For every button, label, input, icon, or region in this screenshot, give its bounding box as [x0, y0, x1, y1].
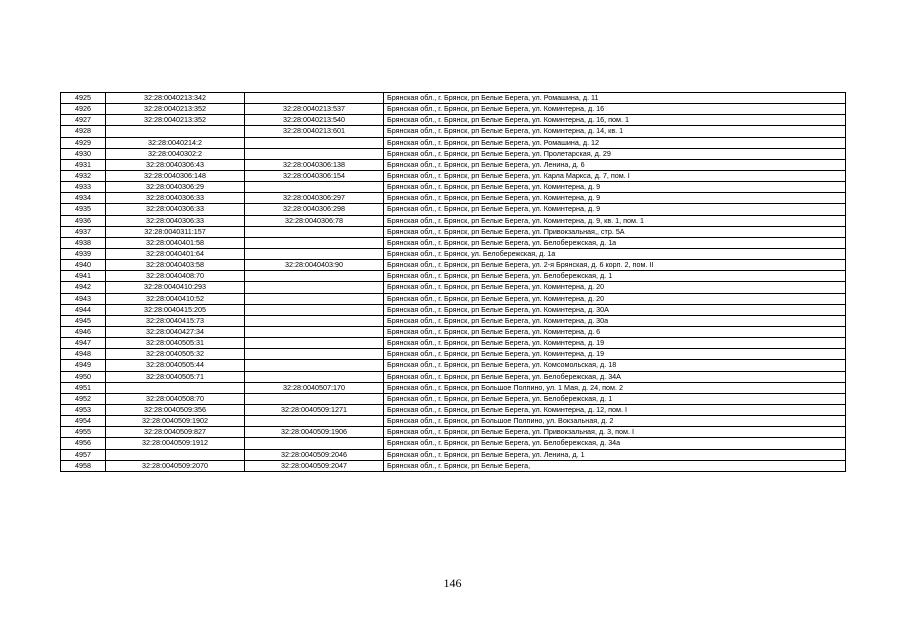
- address-cell: Брянская обл., г. Брянск, рп Белые Берега, ул. Коминтерна, д. 16: [384, 104, 846, 115]
- table-row: [61, 360, 846, 371]
- address-cell: Брянская обл., г. Брянск, рп Большое Полпино, ул. 1 Мая, д. 24, пом. 2: [384, 382, 846, 393]
- linked-cadastral-number-cell: [245, 393, 384, 404]
- address-cell: Брянская обл., г. Брянск, рп Белые Берега, ул. Белобережская, д. 34А: [384, 371, 846, 382]
- linked-cadastral-number-cell: 32:28:0040509:1906: [245, 427, 384, 438]
- cadastral-number-cell: [106, 126, 245, 137]
- table-row: [61, 137, 846, 148]
- cadastral-number-cell: 32:28:0040509:1902: [106, 416, 245, 427]
- row-number-cell: 4927: [61, 115, 106, 126]
- row-number-cell: 4958: [61, 460, 106, 471]
- table-row: [61, 371, 846, 382]
- row-number-cell: 4948: [61, 349, 106, 360]
- registry-table-body: [61, 93, 846, 472]
- row-number-cell: 4957: [61, 449, 106, 460]
- row-number-cell: 4955: [61, 427, 106, 438]
- linked-cadastral-number-cell: [245, 293, 384, 304]
- cadastral-number-cell: 32:28:0040306:43: [106, 159, 245, 170]
- table-row: [61, 449, 846, 460]
- linked-cadastral-number-cell: 32:28:0040213:537: [245, 104, 384, 115]
- table-row: [61, 182, 846, 193]
- linked-cadastral-number-cell: [245, 304, 384, 315]
- cadastral-number-cell: 32:28:0040306:33: [106, 193, 245, 204]
- linked-cadastral-number-cell: 32:28:0040507:170: [245, 382, 384, 393]
- row-number-cell: 4953: [61, 404, 106, 415]
- row-number-cell: 4954: [61, 416, 106, 427]
- address-cell: Брянская обл., г. Брянск, рп Белые Берега, ул. Коминтерна, д. 30а: [384, 315, 846, 326]
- cadastral-number-cell: 32:28:0040427:34: [106, 326, 245, 337]
- cadastral-number-cell: 32:28:0040403:58: [106, 260, 245, 271]
- row-number-cell: 4956: [61, 438, 106, 449]
- table-row: [61, 226, 846, 237]
- cadastral-number-cell: 32:28:0040505:32: [106, 349, 245, 360]
- row-number-cell: 4951: [61, 382, 106, 393]
- table-row: [61, 148, 846, 159]
- row-number-cell: 4945: [61, 315, 106, 326]
- table-row: [61, 115, 846, 126]
- address-cell: Брянская обл., г. Брянск, рп Белые Берега, ул. Привокзальная, д. 3, пом. I: [384, 427, 846, 438]
- cadastral-number-cell: 32:28:0040306:33: [106, 204, 245, 215]
- linked-cadastral-number-cell: [245, 271, 384, 282]
- address-cell: Брянская обл., г. Брянск, рп Белые Берега, ул. Комсомольская, д. 18: [384, 360, 846, 371]
- address-cell: Брянская обл., г. Брянск, рп Белые Берега, ул. Белобережская, д. 34а: [384, 438, 846, 449]
- cadastral-number-cell: [106, 449, 245, 460]
- cadastral-number-cell: 32:28:0040401:58: [106, 237, 245, 248]
- table-row: [61, 293, 846, 304]
- row-number-cell: 4943: [61, 293, 106, 304]
- address-cell: Брянская обл., г. Брянск, рп Белые Берега, ул. Коминтерна, д. 30А: [384, 304, 846, 315]
- linked-cadastral-number-cell: 32:28:0040306:78: [245, 215, 384, 226]
- table-row: [61, 416, 846, 427]
- cadastral-number-cell: 32:28:0040505:71: [106, 371, 245, 382]
- cadastral-number-cell: 32:28:0040401:64: [106, 248, 245, 259]
- linked-cadastral-number-cell: [245, 182, 384, 193]
- row-number-cell: 4931: [61, 159, 106, 170]
- linked-cadastral-number-cell: [245, 148, 384, 159]
- linked-cadastral-number-cell: [245, 248, 384, 259]
- row-number-cell: 4934: [61, 193, 106, 204]
- row-number-cell: 4950: [61, 371, 106, 382]
- row-number-cell: 4932: [61, 170, 106, 181]
- address-cell: Брянская обл., г. Брянск, рп Белые Берега, ул. Ленина, д. 6: [384, 159, 846, 170]
- linked-cadastral-number-cell: 32:28:0040306:138: [245, 159, 384, 170]
- linked-cadastral-number-cell: 32:28:0040213:601: [245, 126, 384, 137]
- cadastral-number-cell: 32:28:0040306:33: [106, 215, 245, 226]
- cadastral-number-cell: 32:28:0040509:827: [106, 427, 245, 438]
- cadastral-number-cell: 32:28:0040408:70: [106, 271, 245, 282]
- linked-cadastral-number-cell: [245, 438, 384, 449]
- address-cell: Брянская обл., г. Брянск, рп Белые Берега, ул. Коминтерна, д. 20: [384, 282, 846, 293]
- address-cell: Брянская обл., г. Брянск, рп Белые Берега, ул. Коминтерна, д. 9: [384, 193, 846, 204]
- page-number: 146: [443, 576, 462, 590]
- row-number-cell: 4925: [61, 93, 106, 104]
- cadastral-number-cell: 32:28:0040214:2: [106, 137, 245, 148]
- row-number-cell: 4944: [61, 304, 106, 315]
- table-row: [61, 427, 846, 438]
- linked-cadastral-number-cell: [245, 237, 384, 248]
- address-cell: Брянская обл., г. Брянск, рп Белые Берега, ул. Ромашина, д. 12: [384, 137, 846, 148]
- row-number-cell: 4933: [61, 182, 106, 193]
- table-row: [61, 393, 846, 404]
- linked-cadastral-number-cell: [245, 93, 384, 104]
- cadastral-number-cell: 32:28:0040306:148: [106, 170, 245, 181]
- row-number-cell: 4928: [61, 126, 106, 137]
- table-row: [61, 326, 846, 337]
- address-cell: Брянская обл., г. Брянск, рп Белые Берега, ул. Белобережская, д. 1а: [384, 237, 846, 248]
- cadastral-number-cell: 32:28:0040509:1912: [106, 438, 245, 449]
- row-number-cell: 4940: [61, 260, 106, 271]
- cadastral-number-cell: 32:28:0040311:157: [106, 226, 245, 237]
- table-row: [61, 248, 846, 259]
- address-cell: Брянская обл., г. Брянск, рп Белые Берега, ул. Коминтерна, д. 9, кв. 1, пом. 1: [384, 215, 846, 226]
- table-row: [61, 193, 846, 204]
- table-row: [61, 204, 846, 215]
- table-row: [61, 438, 846, 449]
- address-cell: Брянская обл., г. Брянск, рп Белые Берега, ул. Коминтерна, д. 19: [384, 338, 846, 349]
- table-row: [61, 282, 846, 293]
- linked-cadastral-number-cell: 32:28:0040306:297: [245, 193, 384, 204]
- linked-cadastral-number-cell: [245, 282, 384, 293]
- linked-cadastral-number-cell: [245, 315, 384, 326]
- row-number-cell: 4929: [61, 137, 106, 148]
- table-row: [61, 349, 846, 360]
- address-cell: Брянская обл., г. Брянск, рп Белые Берега, ул. Белобережская, д. 1: [384, 271, 846, 282]
- linked-cadastral-number-cell: 32:28:0040509:2047: [245, 460, 384, 471]
- address-cell: Брянская обл., г. Брянск, рп Белые Берега, ул. Коминтерна, д. 19: [384, 349, 846, 360]
- linked-cadastral-number-cell: 32:28:0040306:154: [245, 170, 384, 181]
- cadastral-number-cell: 32:28:0040213:352: [106, 115, 245, 126]
- linked-cadastral-number-cell: [245, 416, 384, 427]
- table-row: [61, 104, 846, 115]
- address-cell: Брянская обл., г. Брянск, рп Белые Берега, ул. 2-я Брянская, д. 6 корп. 2, пом. II: [384, 260, 846, 271]
- address-cell: Брянская обл., г. Брянск, рп Белые Берега, ул. Коминтерна, д. 6: [384, 326, 846, 337]
- linked-cadastral-number-cell: 32:28:0040403:90: [245, 260, 384, 271]
- address-cell: Брянская обл., г. Брянск, рп Белые Берега, ул. Пролетарская, д. 29: [384, 148, 846, 159]
- row-number-cell: 4938: [61, 237, 106, 248]
- linked-cadastral-number-cell: [245, 326, 384, 337]
- address-cell: Брянская обл., г. Брянск, рп Белые Берега, ул. Коминтерна, д. 9: [384, 182, 846, 193]
- table-row: [61, 159, 846, 170]
- address-cell: Брянская обл., г. Брянск, рп Большое Полпино, ул. Вокзальная, д. 2: [384, 416, 846, 427]
- address-cell: Брянская обл., г. Брянск, рп Белые Берега, ул. Карла Маркса, д. 7, пом. I: [384, 170, 846, 181]
- address-cell: Брянская обл., г. Брянск, рп Белые Берега, ул. Коминтерна, д. 14, кв. 1: [384, 126, 846, 137]
- table-row: [61, 271, 846, 282]
- row-number-cell: 4942: [61, 282, 106, 293]
- linked-cadastral-number-cell: 32:28:0040213:540: [245, 115, 384, 126]
- address-cell: Брянская обл., г. Брянск, рп Белые Берега, ул. Коминтерна, д. 12, пом. I: [384, 404, 846, 415]
- address-cell: Брянская обл., г. Брянск, рп Белые Берега, ул. Ромашина, д. 11: [384, 93, 846, 104]
- table-row: [61, 170, 846, 181]
- table-row: [61, 338, 846, 349]
- linked-cadastral-number-cell: [245, 349, 384, 360]
- row-number-cell: 4941: [61, 271, 106, 282]
- cadastral-number-cell: 32:28:0040415:205: [106, 304, 245, 315]
- row-number-cell: 4937: [61, 226, 106, 237]
- table-row: [61, 404, 846, 415]
- row-number-cell: 4936: [61, 215, 106, 226]
- table-row: [61, 382, 846, 393]
- address-cell: Брянская обл., г. Брянск, рп Белые Берега,: [384, 460, 846, 471]
- cadastral-number-cell: 32:28:0040508:70: [106, 393, 245, 404]
- linked-cadastral-number-cell: 32:28:0040509:1271: [245, 404, 384, 415]
- linked-cadastral-number-cell: [245, 338, 384, 349]
- cadastral-number-cell: 32:28:0040505:44: [106, 360, 245, 371]
- table-row: [61, 315, 846, 326]
- linked-cadastral-number-cell: [245, 226, 384, 237]
- cadastral-number-cell: 32:28:0040213:342: [106, 93, 245, 104]
- address-cell: Брянская обл., г. Брянск, рп Белые Берега, ул. Коминтерна, д. 20: [384, 293, 846, 304]
- cadastral-number-cell: 32:28:0040410:52: [106, 293, 245, 304]
- property-registry-table: [60, 92, 846, 472]
- row-number-cell: 4930: [61, 148, 106, 159]
- table-row: [61, 260, 846, 271]
- cadastral-number-cell: 32:28:0040213:352: [106, 104, 245, 115]
- row-number-cell: 4935: [61, 204, 106, 215]
- linked-cadastral-number-cell: [245, 137, 384, 148]
- linked-cadastral-number-cell: 32:28:0040306:298: [245, 204, 384, 215]
- cadastral-number-cell: [106, 382, 245, 393]
- address-cell: Брянская обл., г. Брянск, рп Белые Берега, ул. Коминтерна, д. 16, пом. 1: [384, 115, 846, 126]
- cadastral-number-cell: 32:28:0040306:29: [106, 182, 245, 193]
- address-cell: Брянская обл., г. Брянск, рп Белые Берега, ул. Ленина, д. 1: [384, 449, 846, 460]
- cadastral-number-cell: 32:28:0040302:2: [106, 148, 245, 159]
- table-row: [61, 237, 846, 248]
- table-row: [61, 215, 846, 226]
- row-number-cell: 4947: [61, 338, 106, 349]
- row-number-cell: 4952: [61, 393, 106, 404]
- row-number-cell: 4939: [61, 248, 106, 259]
- row-number-cell: 4946: [61, 326, 106, 337]
- address-cell: Брянская обл., г. Брянск, рп Белые Берега, ул. Белобережская, д. 1: [384, 393, 846, 404]
- table-row: [61, 93, 846, 104]
- cadastral-number-cell: 32:28:0040509:356: [106, 404, 245, 415]
- cadastral-number-cell: 32:28:0040509:2070: [106, 460, 245, 471]
- linked-cadastral-number-cell: 32:28:0040509:2046: [245, 449, 384, 460]
- table-row: [61, 460, 846, 471]
- table-row: [61, 126, 846, 137]
- row-number-cell: 4949: [61, 360, 106, 371]
- cadastral-number-cell: 32:28:0040415:73: [106, 315, 245, 326]
- table-row: [61, 304, 846, 315]
- address-cell: Брянская обл., г. Брянск, ул. Белобережская, д. 1а: [384, 248, 846, 259]
- linked-cadastral-number-cell: [245, 371, 384, 382]
- row-number-cell: 4926: [61, 104, 106, 115]
- linked-cadastral-number-cell: [245, 360, 384, 371]
- address-cell: Брянская обл., г. Брянск, рп Белые Берега, ул. Коминтерна, д. 9: [384, 204, 846, 215]
- address-cell: Брянская обл., г. Брянск, рп Белые Берега, ул. Привокзальная,, стр. 5А: [384, 226, 846, 237]
- cadastral-number-cell: 32:28:0040505:31: [106, 338, 245, 349]
- cadastral-number-cell: 32:28:0040410:293: [106, 282, 245, 293]
